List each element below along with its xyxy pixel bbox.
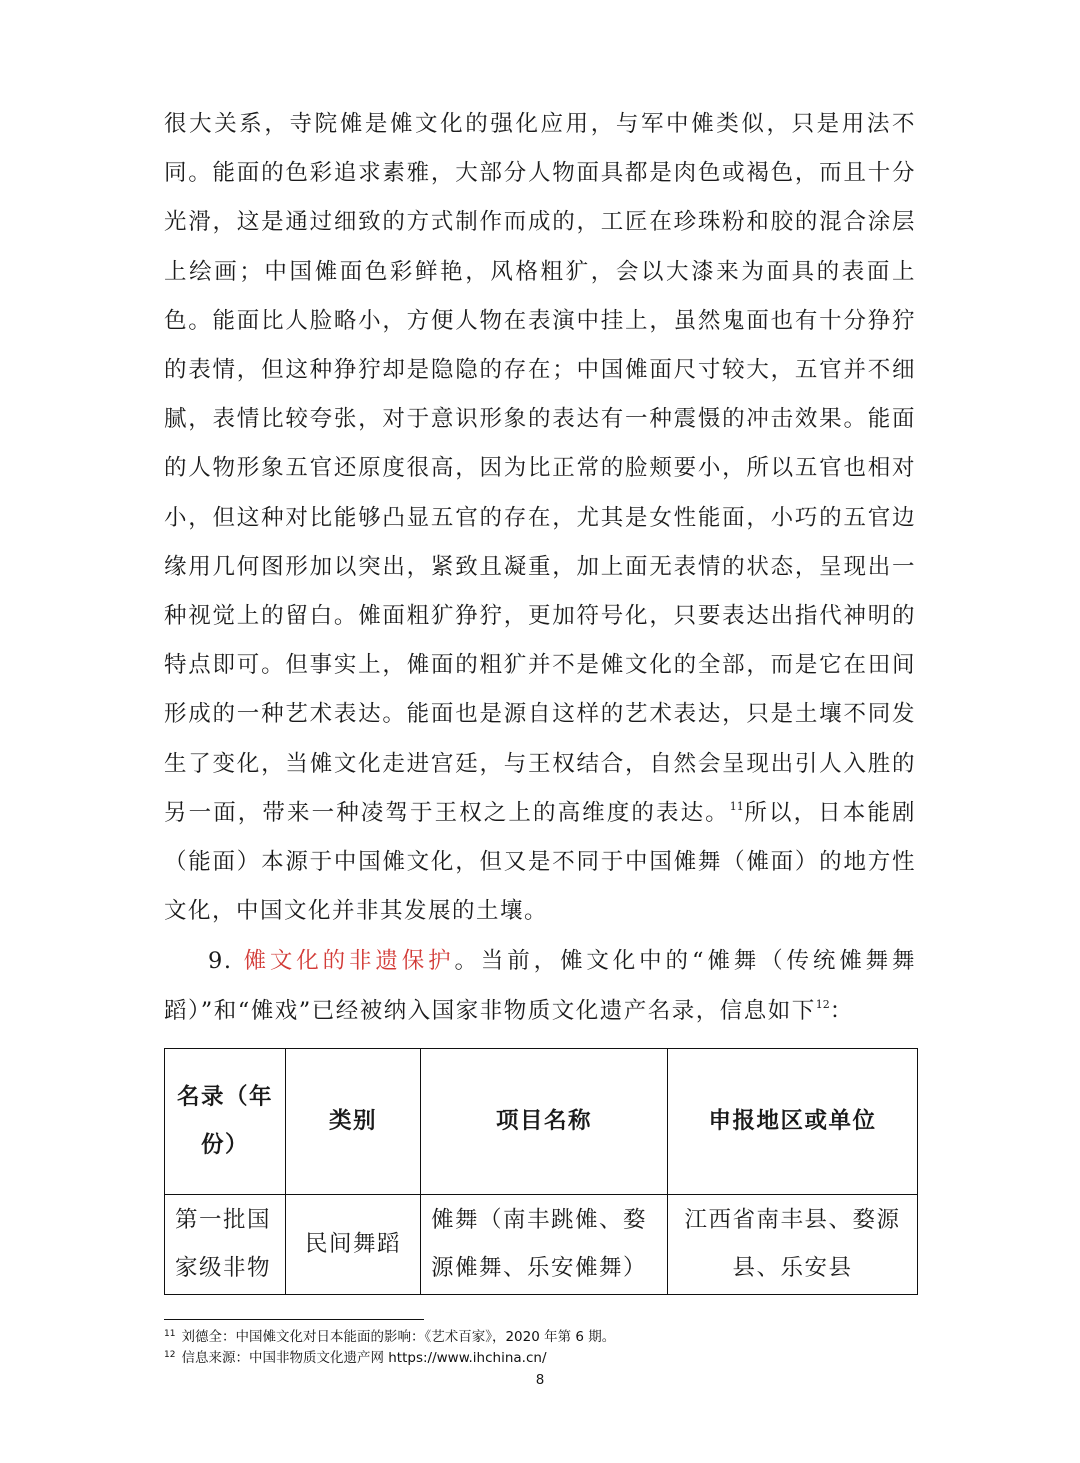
footnote-item: [164, 1348, 924, 1369]
footnote-divider: [164, 1319, 424, 1320]
document-body: [164, 100, 916, 1295]
heritage-table: [164, 1048, 918, 1295]
footnotes: [164, 1319, 924, 1369]
table-header-row: [165, 1048, 918, 1194]
footnote-ref-11[interactable]: 11: [729, 799, 744, 813]
footnote-number: 11: [164, 1329, 176, 1339]
body-paragraph: [164, 100, 916, 936]
page-number: 8: [535, 1372, 545, 1388]
cell-project: 傩舞（南丰跳傩、婺源傩舞、乐安傩舞）: [421, 1194, 668, 1294]
footnote-item: [164, 1327, 924, 1348]
header-list-year: 名录（年份）: [165, 1048, 286, 1194]
cell-category: 民间舞蹈: [286, 1194, 421, 1294]
cell-region: 江西省南丰县、婺源县、乐安县: [668, 1194, 918, 1294]
table-row: [165, 1194, 918, 1294]
paragraph-text-tail: 所以，日本能剧（能面）本源于中国傩文化，但又是不同于中国傩舞（傩面）的地方性文化，中国文化并非其发展的土壤。: [164, 799, 916, 925]
footnote-text: 刘德全：中国傩文化对日本能面的影响：《艺术百家》，2020 年第 6 期。: [181, 1329, 616, 1345]
cell-list: 第一批国家级非物: [165, 1194, 286, 1294]
footnote-text[interactable]: 信息来源：中国非物质文化遗产网 https://www.ihchina.cn/: [181, 1350, 547, 1366]
footnote-number: 12: [164, 1350, 176, 1360]
header-project-name: 项目名称: [421, 1048, 668, 1194]
footnote-ref-12[interactable]: 12: [815, 997, 830, 1011]
section-title: 傩文化的非遗保护: [243, 948, 455, 975]
paragraph-text: 很大关系，寺院傩是傩文化的强化应用，与军中傩类似，只是用法不同。能面的色彩追求素雅，大部分人物面具都是肉色或褐色，而且十分光滑，这是通过细致的方式制作而成的，工匠在珍珠粉和胶的混合涂层上绘画；中国傩面色彩鲜艳，风格粗犷，会以大漆来为面具的表面上色。能面比人脸略小，方便人物在表演中挂上，虽然鬼面也有十分狰狞的表情，但这种狰狞却是隐隐的存在；中国傩面尺寸较大，五官并不细腻，表情比较夸张，对于意识形象的表达有一种震慑的冲击效果。能面的人物形象五官还原度很高，因为比正常的脸颊要小，所以五官也相对小，但这种对比能够凸显五官的存在，尤其是女性能面，小巧的五官边缘用几何图形加以突出，紧致且凝重，加上面无表情的状态，呈现出一种视觉上的留白。傩面粗犷狰狞，更加符号化，只要表达出指代神明的特点即可。但事实上，傩面的粗犷并不是傩文化的全部，而是它在田间形成的一种艺术表达。能面也是源自这样的艺术表达，只是土壤不同发生了变化，当傩文化走进宫廷，与王权结合，自然会呈现出引人入胜的另一面，带来一种凌驾于王权之上的高维度的表达。: [164, 111, 916, 826]
header-region: 申报地区或单位: [668, 1048, 918, 1194]
header-category: 类别: [286, 1048, 421, 1194]
section-number: 9.: [208, 948, 233, 975]
section-text: 。当前，傩文化中的“傩舞（传统傩舞舞蹈）”和“傩戏”已经被纳入国家非物质文化遗产名录，信息如下: [164, 948, 916, 1024]
section-paragraph: [164, 937, 916, 1035]
section-colon: ：: [829, 997, 854, 1024]
